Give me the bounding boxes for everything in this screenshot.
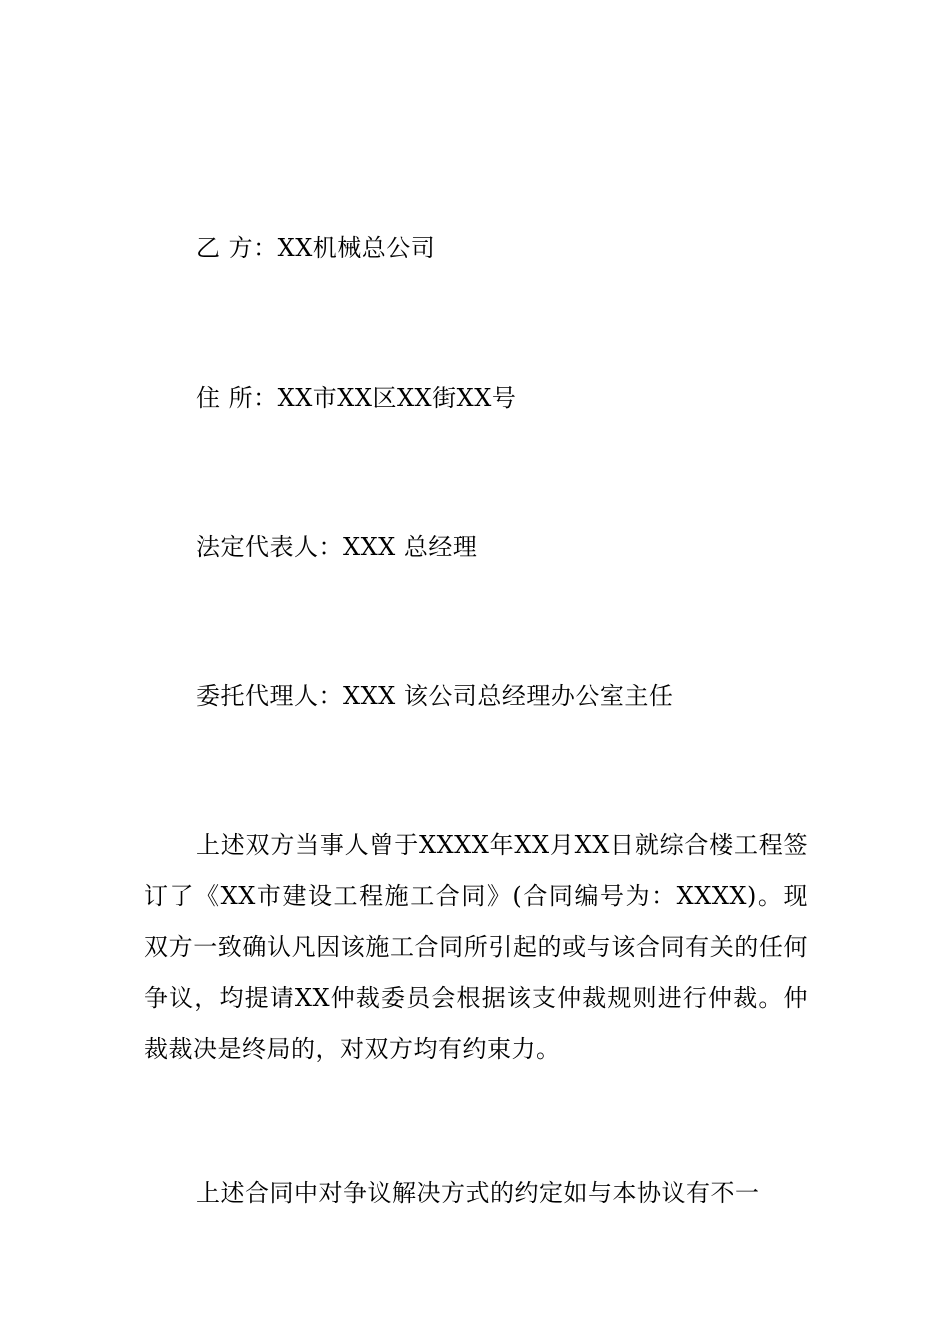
address-line: 住 所：XX市XX区XX街XX号 [196,384,517,412]
party-b-line: 乙 方：XX机械总公司 [196,234,436,262]
legal-representative-line: 法定代表人：XXX 总经理 [196,533,478,561]
contract-conflict-paragraph: 上述合同中对争议解决方式的约定如与本协议有不一 [196,1179,760,1207]
authorized-agent-line: 委托代理人：XXX 该公司总经理办公室主任 [196,682,674,710]
arbitration-paragraph: 上述双方当事人曾于XXXX年XX月XX日就综合楼工程签订了《XX市建设工程施工合同》(合同编号为：XXXX)。现双方一致确认凡因该施工合同所引起的或与该合同有关的任何争议，均提请XX仲裁委员会根据该支仲裁规则进行仲裁。仲裁裁决是终局的，对双方均有约束力。 [144,831,808,1063]
